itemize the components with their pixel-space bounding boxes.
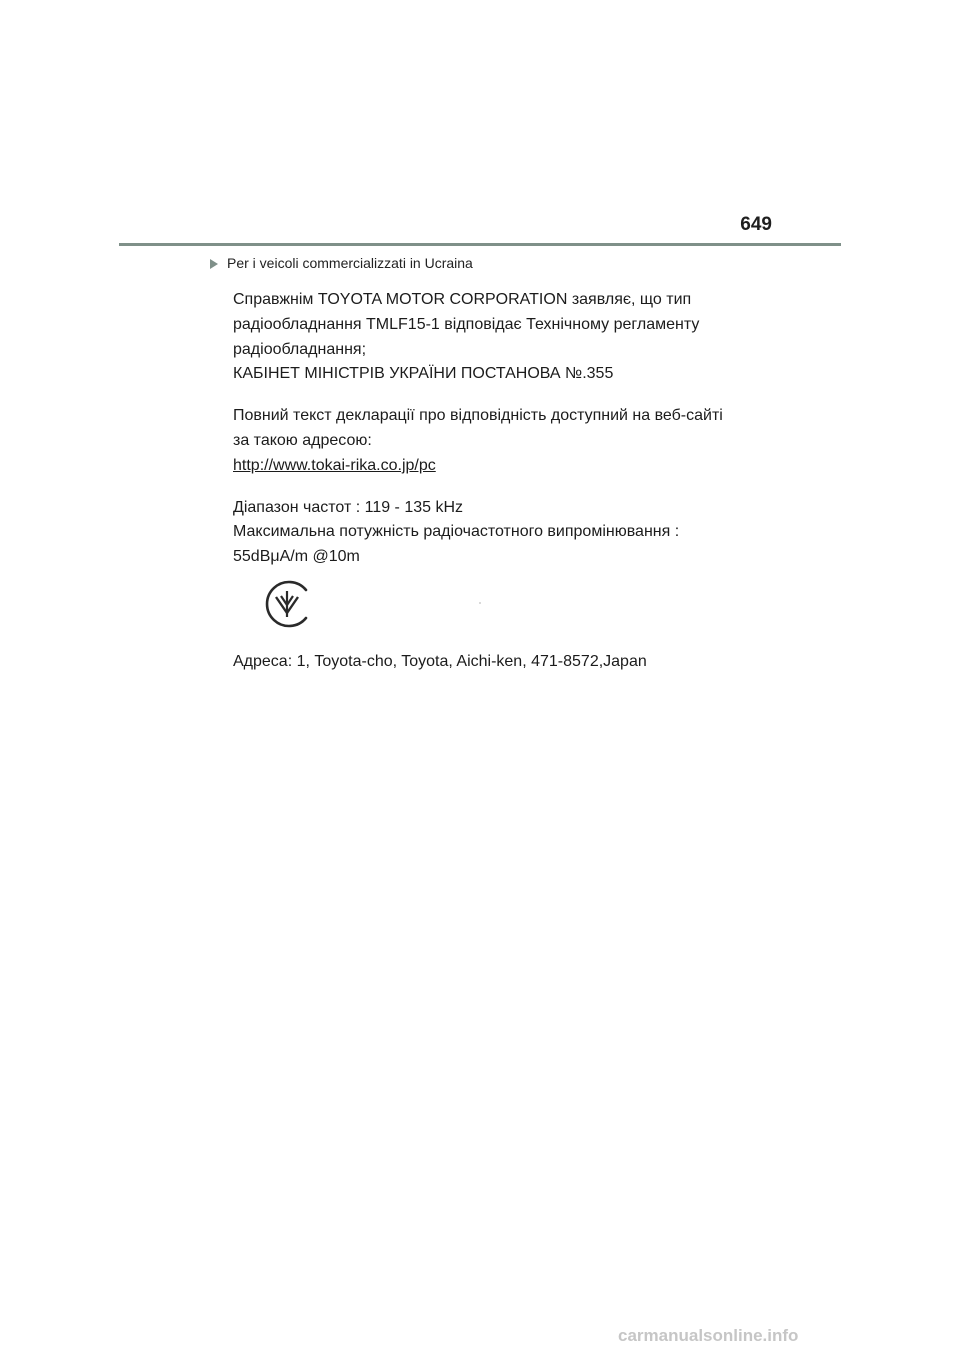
- triangle-bullet-icon: [210, 259, 218, 269]
- max-power-value: 55dBμA/m @10m: [233, 548, 360, 566]
- ukrainian-conformity-mark-icon: [262, 579, 312, 629]
- frequency-range: Діапазон частот : 119 - 135 kHz: [233, 498, 464, 516]
- section-heading-text: Per i veicoli commercializzati in Ucraina: [227, 255, 473, 271]
- header-rule: [119, 243, 841, 246]
- stray-dot: [479, 602, 481, 604]
- declaration-line-2: радіообладнання TMLF15-1 відповідає Технічному регламенту: [233, 315, 700, 333]
- page-number: 649: [740, 214, 772, 235]
- conformity-mark-row: [233, 570, 793, 650]
- declaration-url-link[interactable]: http://www.tokai-rika.co.jp/pc: [233, 456, 436, 474]
- declaration-body: [233, 288, 793, 675]
- section-heading: [210, 255, 473, 271]
- max-power-label: Максимальна потужність радіочастотного випромінювання :: [233, 523, 680, 541]
- manufacturer-address: Адреса: 1, Toyota-cho, Toyota, Aichi-ken, 471-8572,Japan: [233, 652, 647, 670]
- declaration-line-3: радіообладнання;: [233, 340, 367, 358]
- declaration-line-4: КАБІНЕТ МІНІСТРІВ УКРАЇНИ ПОСТАНОВА №.355: [233, 365, 614, 383]
- site-watermark: carmanualsonline.info: [618, 1326, 799, 1345]
- full-text-line-1: Повний текст декларації про відповідність доступний на веб-сайті: [233, 407, 723, 425]
- declaration-line-1: Справжнім TOYOTA MOTOR CORPORATION заявляє, що тип: [233, 291, 692, 308]
- full-text-line-2: за такою адресою:: [233, 431, 372, 449]
